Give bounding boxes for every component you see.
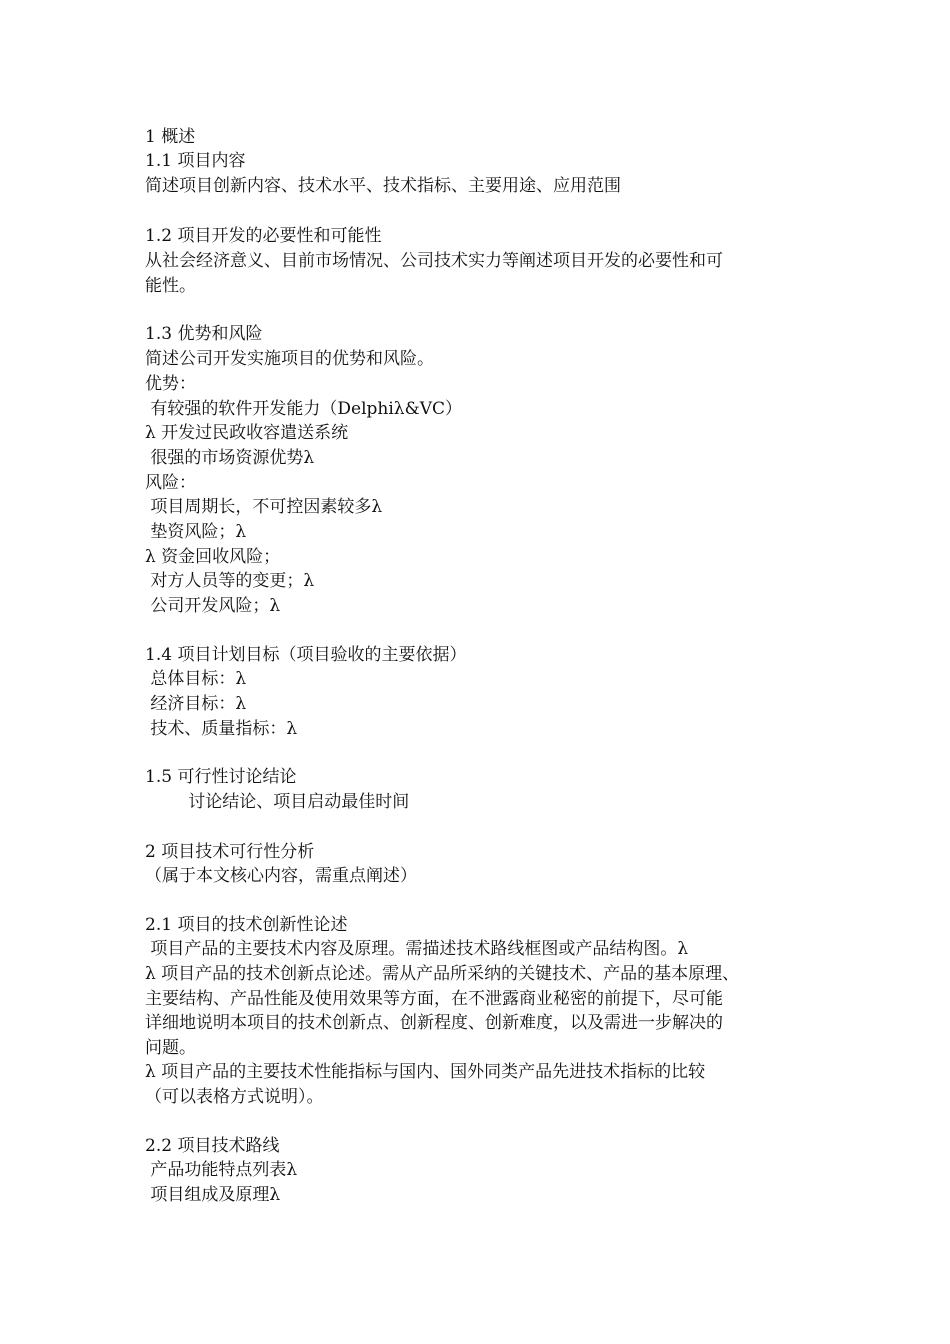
heading-2: 2 项目技术可行性分析 xyxy=(145,842,315,862)
list-item: 项目产品的主要技术内容及原理。需描述技术路线框图或产品结构图。λ xyxy=(145,939,689,959)
list-item: λ 资金回收风险； xyxy=(145,547,281,567)
list-item: 产品功能特点列表λ xyxy=(145,1160,298,1180)
heading-1-3: 1.3 优势和风险 xyxy=(145,324,263,344)
text-line: 问题。 xyxy=(145,1038,196,1058)
list-item: λ 开发过民政收容遣送系统 xyxy=(145,423,349,443)
heading-2-2: 2.2 项目技术路线 xyxy=(145,1136,280,1156)
text-line: 简述公司开发实施项目的优势和风险。 xyxy=(145,349,434,369)
heading-2-1: 2.1 项目的技术创新性论述 xyxy=(145,915,348,935)
text-line: 风险： xyxy=(145,473,196,493)
list-item: 很强的市场资源优势λ xyxy=(145,448,315,468)
heading-1-2: 1.2 项目开发的必要性和可能性 xyxy=(145,226,382,246)
text-line: 主要结构、产品性能及使用效果等方面，在不泄露商业秘密的前提下，尽可能 xyxy=(145,989,723,1009)
list-item: 技术、质量指标：λ xyxy=(145,719,298,739)
list-item: 项目周期长，不可控因素较多λ xyxy=(145,497,383,517)
text-line: 能性。 xyxy=(145,276,196,296)
heading-1-4: 1.4 项目计划目标（项目验收的主要依据） xyxy=(145,645,467,665)
text-line: （可以表格方式说明）。 xyxy=(145,1087,324,1107)
list-item: 公司开发风险；λ xyxy=(145,596,281,616)
list-item: 垫资风险；λ xyxy=(145,522,247,542)
list-item: 项目组成及原理λ xyxy=(145,1185,281,1205)
heading-1-5: 1.5 可行性讨论结论 xyxy=(145,767,297,787)
text-line: 从社会经济意义、目前市场情况、公司技术实力等阐述项目开发的必要性和可 xyxy=(145,251,723,271)
list-item: λ 项目产品的主要技术性能指标与国内、国外同类产品先进技术指标的比较 xyxy=(145,1062,706,1082)
text-line: 讨论结论、项目启动最佳时间 xyxy=(145,792,410,812)
list-item: 有较强的软件开发能力（Delphiλ&VC） xyxy=(145,399,462,419)
text-line: 详细地说明本项目的技术创新点、创新程度、创新难度，以及需进一步解决的 xyxy=(145,1013,723,1033)
heading-1: 1 概述 xyxy=(145,127,196,147)
text-line: （属于本文核心内容，需重点阐述） xyxy=(145,866,417,886)
list-item: 对方人员等的变更；λ xyxy=(145,571,315,591)
list-item: 经济目标：λ xyxy=(145,694,247,714)
text-line: 简述项目创新内容、技术水平、技术指标、主要用途、应用范围 xyxy=(145,176,621,196)
text-line: 优势： xyxy=(145,374,196,394)
heading-1-1: 1.1 项目内容 xyxy=(145,151,246,171)
list-item: λ 项目产品的技术创新点论述。需从产品所采纳的关键技术、产品的基本原理、 xyxy=(145,964,740,984)
list-item: 总体目标：λ xyxy=(145,669,247,689)
